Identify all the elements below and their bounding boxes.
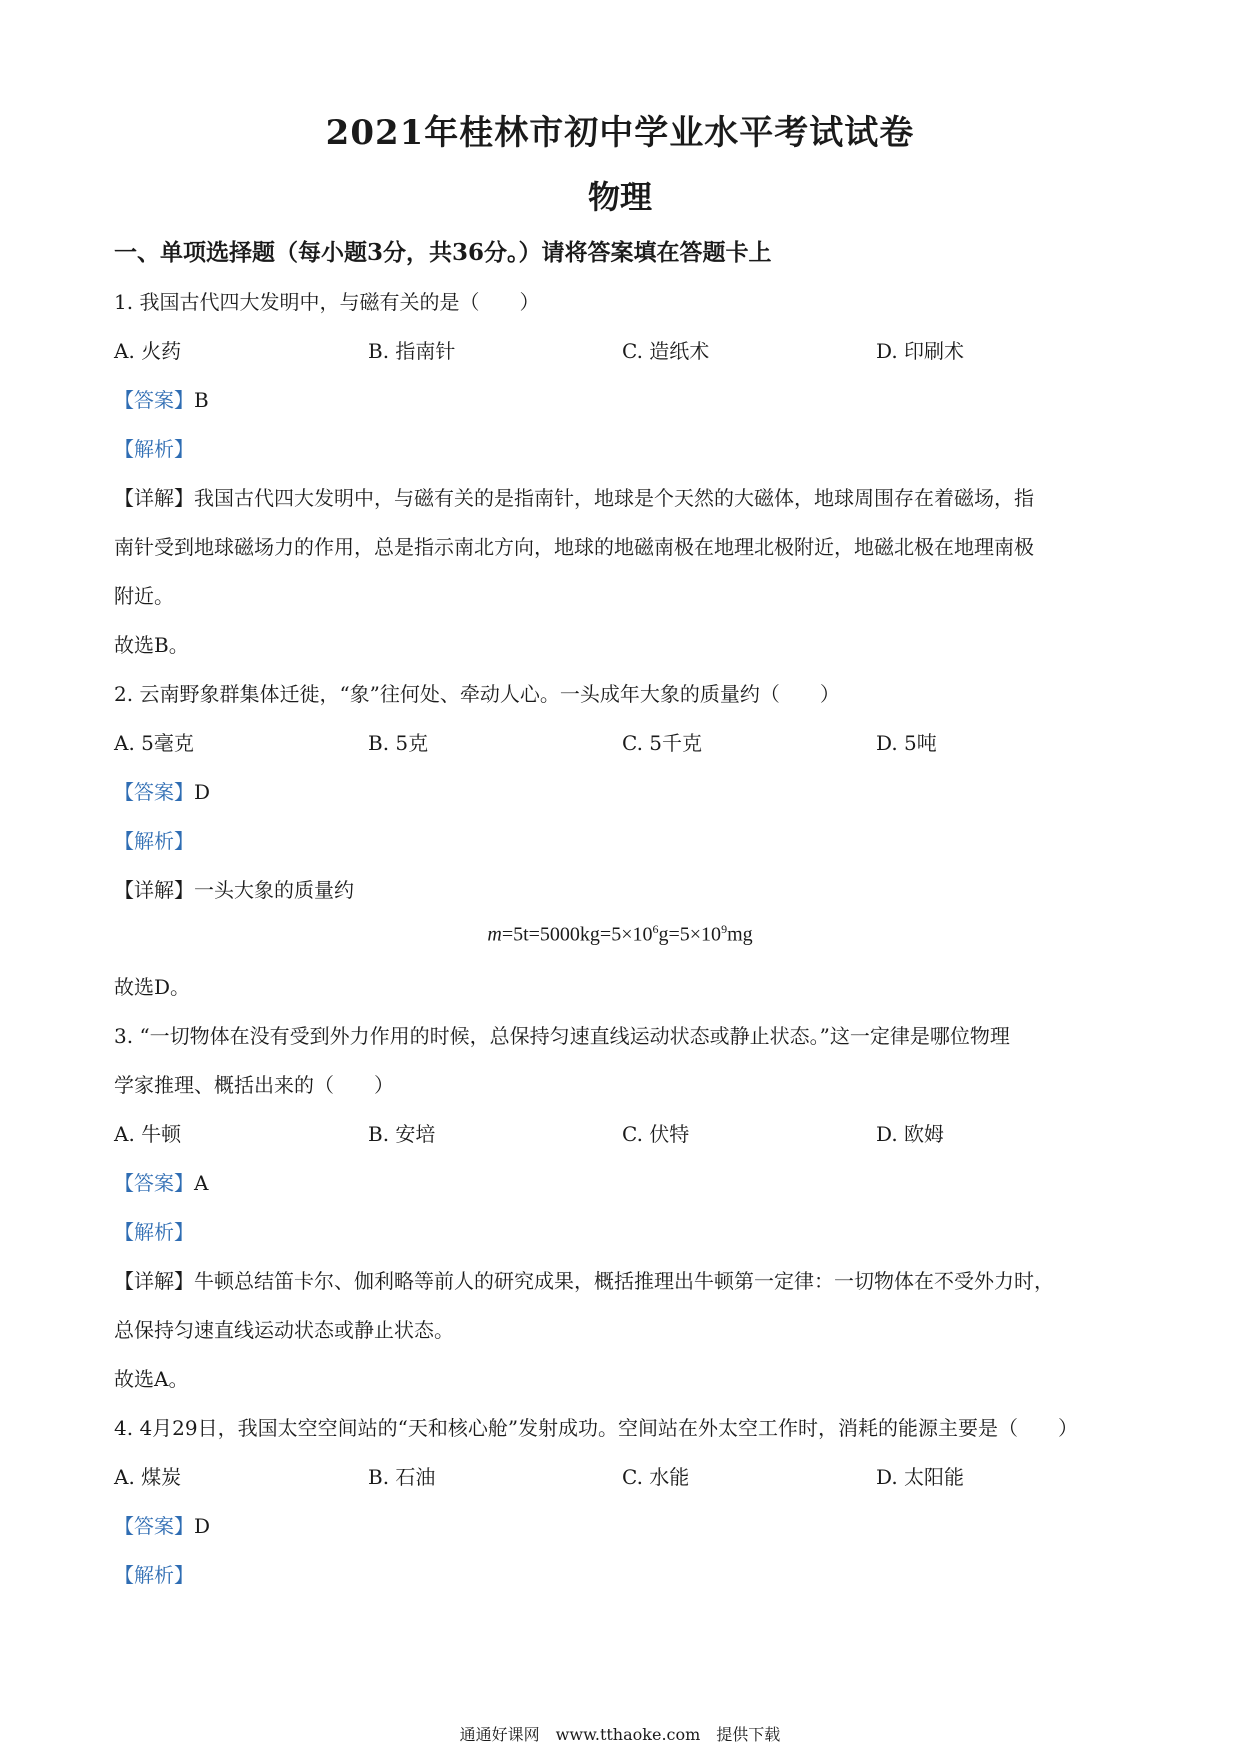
q1-conclusion: 故选B。 xyxy=(114,633,189,657)
exam-subject: 物理 xyxy=(587,178,652,216)
q3-option-c: C. 伏特 xyxy=(622,1122,690,1146)
answer-tag: 【答案】 xyxy=(114,1171,194,1195)
q3-stem-line: 学家推理、概括出来的（ ） xyxy=(114,1073,394,1097)
footer-source: 通通好课网 www.tthaoke.com 提供下载 xyxy=(459,1725,781,1744)
q2-option-d: D. 5吨 xyxy=(876,731,937,755)
q4-option-c: C. 水能 xyxy=(622,1465,690,1489)
q1-analysis-tag: 【解析】 xyxy=(114,437,194,461)
q2-option-a: A. 5毫克 xyxy=(114,731,194,755)
q2-stem: 2. 云南野象群集体迁徙，“象”往何处、牵动人心。一头成年大象的质量约（ ） xyxy=(114,682,840,706)
q2-detail-line: 【详解】一头大象的质量约 xyxy=(114,878,354,902)
answer-tag: 【答案】 xyxy=(114,1514,194,1538)
q2-option-b: B. 5克 xyxy=(368,731,429,755)
q3-detail-line: 【详解】牛顿总结笛卡尔、伽利略等前人的研究成果，概括推理出牛顿第一定律：一切物体在不受外力时， xyxy=(114,1269,1054,1293)
q3-option-b: B. 安培 xyxy=(368,1122,436,1146)
exam-title: 2021年桂林市初中学业水平考试试卷 xyxy=(325,113,915,153)
q4-option-b: B. 石油 xyxy=(368,1465,436,1489)
formula-part: mg xyxy=(727,923,753,946)
q2-answer xyxy=(114,776,210,805)
answer-value: D xyxy=(194,780,211,804)
q2-option-c: C. 5千克 xyxy=(622,731,703,755)
formula-variable: m xyxy=(487,923,502,946)
q4-answer xyxy=(114,1510,210,1539)
q1-option-a: A. 火药 xyxy=(114,339,182,363)
answer-value: A xyxy=(194,1171,209,1195)
q4-option-a: A. 煤炭 xyxy=(114,1465,182,1489)
q1-detail-line: 附近。 xyxy=(114,584,174,608)
q3-conclusion: 故选A。 xyxy=(114,1367,189,1391)
q1-option-d: D. 印刷术 xyxy=(876,339,965,363)
q3-analysis-tag: 【解析】 xyxy=(114,1220,194,1244)
answer-value: D xyxy=(194,1514,211,1538)
formula-part: =5t=5000kg=5×10 xyxy=(501,923,653,946)
q2-analysis-tag: 【解析】 xyxy=(114,829,194,853)
section-heading: 一、单项选择题（每小题3分，共36分。）请将答案填在答题卡上 xyxy=(114,239,772,266)
formula-exponent: 9 xyxy=(721,922,728,936)
answer-tag: 【答案】 xyxy=(114,388,194,412)
formula-part: g=5×10 xyxy=(658,923,722,946)
q3-detail-line: 总保持匀速直线运动状态或静止状态。 xyxy=(114,1318,454,1342)
q2-conclusion: 故选D。 xyxy=(114,975,191,999)
q3-option-a: A. 牛顿 xyxy=(114,1122,182,1146)
q1-answer xyxy=(114,384,209,413)
answer-value: B xyxy=(194,388,209,412)
answer-tag: 【答案】 xyxy=(114,780,194,804)
q2-formula xyxy=(0,922,1240,947)
q4-option-d: D. 太阳能 xyxy=(876,1465,965,1489)
q1-stem: 1. 我国古代四大发明中，与磁有关的是（ ） xyxy=(114,290,540,314)
q3-option-d: D. 欧姆 xyxy=(876,1122,945,1146)
q3-stem-line: 3. “一切物体在没有受到外力作用的时候，总保持匀速直线运动状态或静止状态。”这一定律是哪位物理 xyxy=(114,1024,1010,1048)
q4-analysis-tag: 【解析】 xyxy=(114,1563,194,1587)
q1-option-b: B. 指南针 xyxy=(368,339,456,363)
formula-exponent: 6 xyxy=(652,922,659,936)
q1-option-c: C. 造纸术 xyxy=(622,339,710,363)
q3-answer xyxy=(114,1167,208,1196)
q4-stem: 4. 4月29日，我国太空空间站的“天和核心舱”发射成功。空间站在外太空工作时，消耗的能源主要是（ ） xyxy=(114,1416,1079,1440)
q1-detail-line: 南针受到地球磁场力的作用，总是指示南北方向，地球的地磁南极在地理北极附近，地磁北极在地理南极 xyxy=(114,535,1034,559)
q1-detail-line: 【详解】我国古代四大发明中，与磁有关的是指南针，地球是个天然的大磁体，地球周围存在着磁场，指 xyxy=(114,486,1034,510)
